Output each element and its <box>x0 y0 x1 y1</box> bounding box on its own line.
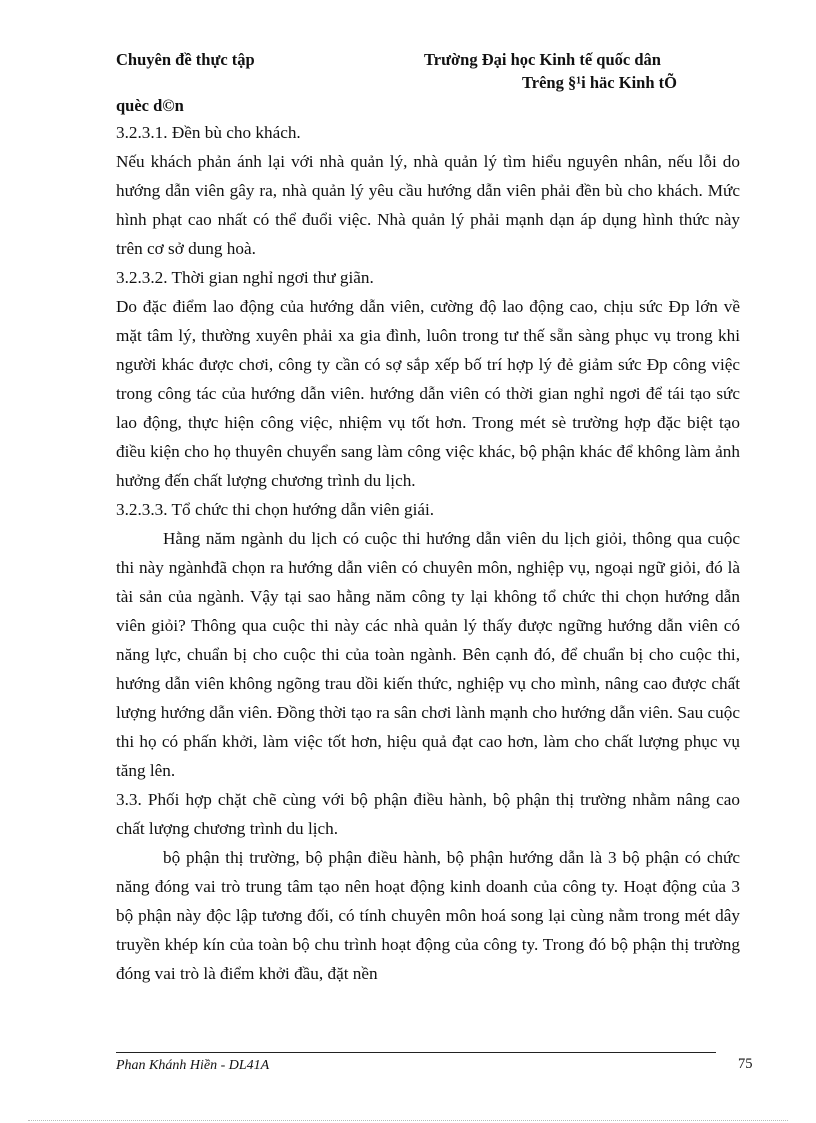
paragraph-3231: Nếu khách phản ánh lại với nhà quản lý, nhà quản lý tìm hiểu nguyên nhân, nếu lỗi do hướng dẫn viên gây ra, nhà quản lý yêu cầu hướng dẫn viên phải đền bù cho khách. Mức hình phạt cao nhất có thể đuổi việc. Nhà quản lý phải mạnh dạn áp dụng hình thức này trên cơ sở dung hoà. <box>116 152 740 258</box>
header-garbled-line2: quèc d©n <box>116 96 184 115</box>
header-left: Chuyên đề thực tập <box>116 50 255 69</box>
paragraph-3232: Do đặc điểm lao động của hướng dẫn viên, cường độ lao động cao, chịu sức Ðp lớn về mặt tâm lý, thường xuyên phải xa gia đình, luôn trong tư thế sẵn sàng phục vụ trong khi người khác được chơi, công ty cần có sợ sắp xếp bố trí hợp lý đẻ giảm sức Ðp công việc trong công tác của hướng dẫn viên. hướng dẫn viên có thời gian nghỉ ngơi để tái tạo sức lao động, thực hiện công việc, nhiệm vụ tốt hơn. Trong mét sè trường hợp đặc biệt tạo điều kiện cho họ thuyên chuyển sang làm công việc khác, bộ phận khác để không làm ảnh hưởng đến chất lượng chương trình du lịch. <box>116 297 740 490</box>
header-right: Trường Đại học Kinh tế quốc dân <box>424 50 661 69</box>
header-garbled-line1: Trêng §¹i häc Kinh tÕ <box>522 73 677 92</box>
footer-author: Phan Khánh Hiền - DL41A <box>116 1058 270 1073</box>
footer-divider <box>116 1052 716 1053</box>
page-number: 75 <box>738 1056 753 1072</box>
page-bottom-border <box>28 1120 788 1121</box>
paragraph-33: bộ phận thị trường, bộ phận điều hành, bộ phận hướng dẫn là 3 bộ phận có chức năng đóng vai trò trung tâm tạo nên hoạt động kinh doanh của công ty. Hoạt động của 3 bộ phận này độc lập tương đối, có tính chuyên môn hoá song lại cùng nằm trong mét dây truyền khép kín của toàn bộ chu trình hoạt động của công ty. Trong đó bộ phận thị trường đóng vai trò là điểm khởi đầu, đặt nền <box>116 848 740 983</box>
paragraph-3233: Hằng năm ngành du lịch có cuộc thi hướng dẫn viên du lịch giỏi, thông qua cuộc thi này ngànhđã chọn ra hướng dẫn viên có chuyên môn, nghiệp vụ, ngoại ngữ giỏi, đó là tài sản của ngành. Vậy tại sao hằng năm công ty lại không tổ chức thi chọn hướng dẫn viên giỏi? Thông qua cuộc thi này các nhà quản lý thấy được ngững hướng dẫn viên có năng lực, chuẩn bị cho cuộc thi của toàn ngành. Bên cạnh đó, để chuẩn bị cho cuộc thi, hướng dẫn viên không ngõng trau dồi kiến thức, nghiệp vụ cho mình, nâng cao được chất lượng hướng dẫn viên. Đồng thời tạo ra sân chơi lành mạnh cho hướng dẫn viên. Sau cuộc thi họ có phấn khởi, làm việc tốt hơn, hiệu quả đạt cao hơn, làm cho chất lượng phục vụ tăng lên. <box>116 529 740 780</box>
section-heading-33: 3.3. Phối hợp chặt chẽ cùng với bộ phận điều hành, bộ phận thị trường nhằm nâng cao chất lượng chương trình du lịch. <box>116 790 740 838</box>
section-heading-3233: 3.2.3.3. Tổ chức thi chọn hướng dẫn viên giái. <box>116 500 435 519</box>
section-heading-3231: 3.2.3.1. Đền bù cho khách. <box>116 123 301 142</box>
section-heading-3232: 3.2.3.2. Thời gian nghỉ ngơi thư giãn. <box>116 268 374 287</box>
body-text <box>116 118 740 988</box>
